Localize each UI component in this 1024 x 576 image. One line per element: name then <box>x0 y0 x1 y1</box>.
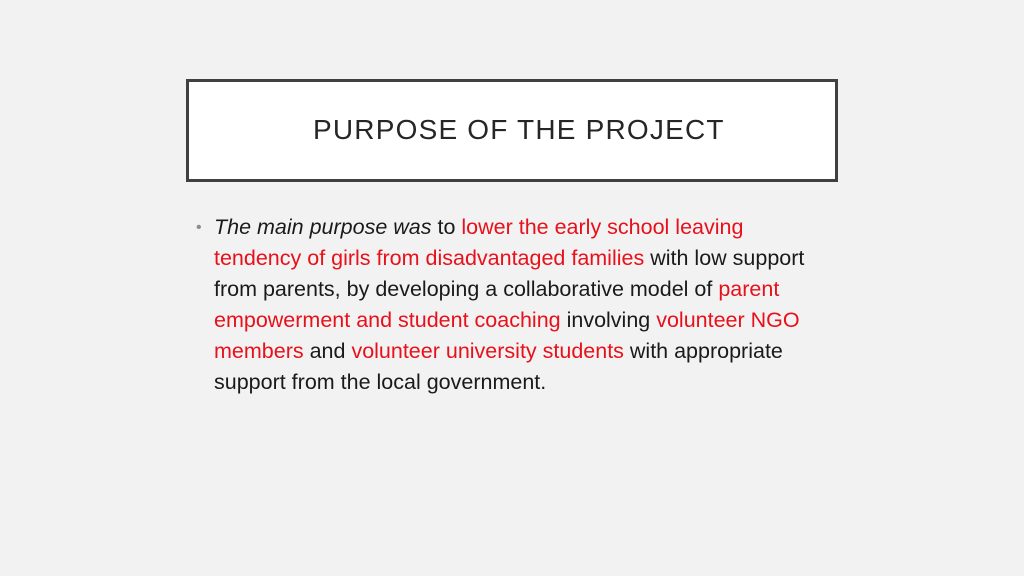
bullet-paragraph <box>214 212 836 398</box>
highlight-ngo-members: volunteer NGO members <box>214 308 800 363</box>
bullet-segment-intro: The main purpose was <box>214 215 432 239</box>
bullet-segment-closing: with appropriate support from the local government. <box>214 339 783 394</box>
bullet-marker: • <box>196 219 202 236</box>
bullet-segment-to: to <box>431 215 462 239</box>
highlight-university-students: volunteer university students <box>351 339 624 363</box>
highlight-empowerment: parent empowerment and student coaching <box>214 277 780 332</box>
highlight-goal: lower the early school leaving tendency of girls from disadvantaged families <box>214 215 744 270</box>
bullet-list <box>196 212 836 398</box>
title-box <box>186 79 838 182</box>
bullet-segment-model: with low support from parents, by developing a collaborative model of <box>214 246 805 301</box>
bullet-segment-involving: involving <box>560 308 657 332</box>
bullet-segment-and: and <box>303 339 352 363</box>
slide-title: PURPOSE OF THE PROJECT <box>313 114 725 145</box>
